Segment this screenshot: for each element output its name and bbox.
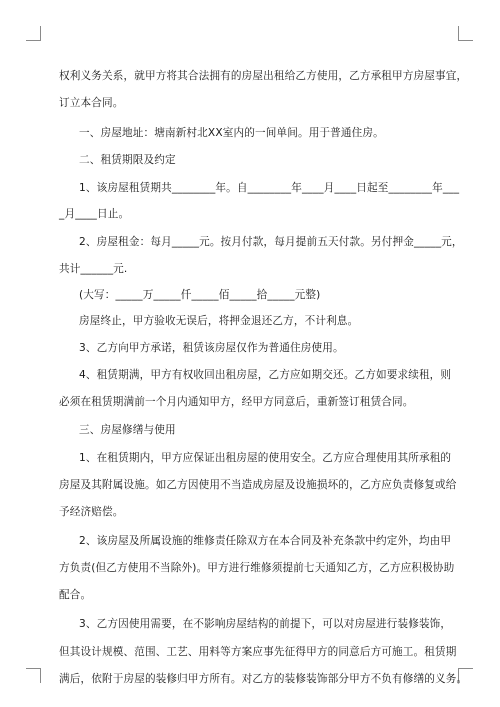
clause-line: 3、乙方因使用需要，在不影响房屋结构的前提下，可以对房屋进行装修装饰， <box>79 618 452 630</box>
section-heading-repair: 三、房屋修缮与使用 <box>79 424 176 436</box>
section-heading-address: 一、房屋地址：塘南新村北XX室内的一间单间。用于普通住房。 <box>79 127 384 139</box>
clause-line: 2、该房屋及所属设施的维修责任除双方在本合同及补充条款中约定外，均由甲 <box>79 535 452 547</box>
section-heading-term: 二、租赁期限及约定 <box>79 154 176 166</box>
clause-line: _月____日止。 <box>59 208 130 220</box>
clause-line: 方负责(但乙方使用不当除外)。甲方进行维修须提前七天通知乙方，乙方应积极协助 <box>59 562 455 574</box>
crop-mark-top-right <box>458 26 473 41</box>
clause-line: 2、房屋租金：每月_____元。按月付款，每月提前五天付款。另付押金_____元， <box>79 236 463 248</box>
clause-line: 1、该房屋租赁期共________年。自________年____月____日起至________年___ <box>79 182 460 194</box>
body-line: 订立本合同。 <box>59 97 124 109</box>
clause-line: (大写：_____万_____仟_____佰_____拾_____元整) <box>79 289 321 301</box>
body-line: 权利义务关系，就甲方将其合法拥有的房屋出租给乙方使用，乙方承租甲方房屋事宜， <box>59 70 468 82</box>
clause-line: 配合。 <box>59 589 92 601</box>
clause-line: 房屋及其附属设施。如乙方因使用不当造成房屋及设施损坏的，乙方应负责修复或给 <box>59 479 457 491</box>
clause-line: 必须在租赁期满前一个月内通知甲方，经甲方同意后，重新签订租赁合同。 <box>59 396 414 408</box>
clause-line: 房屋终止，甲方验收无误后，将押金退还乙方，不计利息。 <box>79 315 359 327</box>
clause-line: 共计______元. <box>59 263 128 275</box>
clause-line: 满后，依附于房屋的装修归甲方所有。对乙方的装修装饰部分甲方不负有修缮的义务。 <box>59 673 468 685</box>
clause-line: 3、乙方向甲方承诺，租赁该房屋仅作为普通住房使用。 <box>79 342 344 354</box>
clause-line: 予经济赔偿。 <box>59 506 124 518</box>
crop-mark-top-left <box>26 26 41 41</box>
clause-line: 4、租赁期满，甲方有权收回出租房屋，乙方应如期交还。乙方如要求续租，则 <box>79 369 452 381</box>
clause-line: 1、在租赁期内，甲方应保证出租房屋的使用安全。乙方应合理使用其所承租的 <box>79 452 452 464</box>
clause-line: 但其设计规模、范围、工艺、用料等方案应事先征得甲方的同意后方可施工。租赁期 <box>59 646 457 658</box>
crop-mark-bottom-left <box>26 668 41 683</box>
